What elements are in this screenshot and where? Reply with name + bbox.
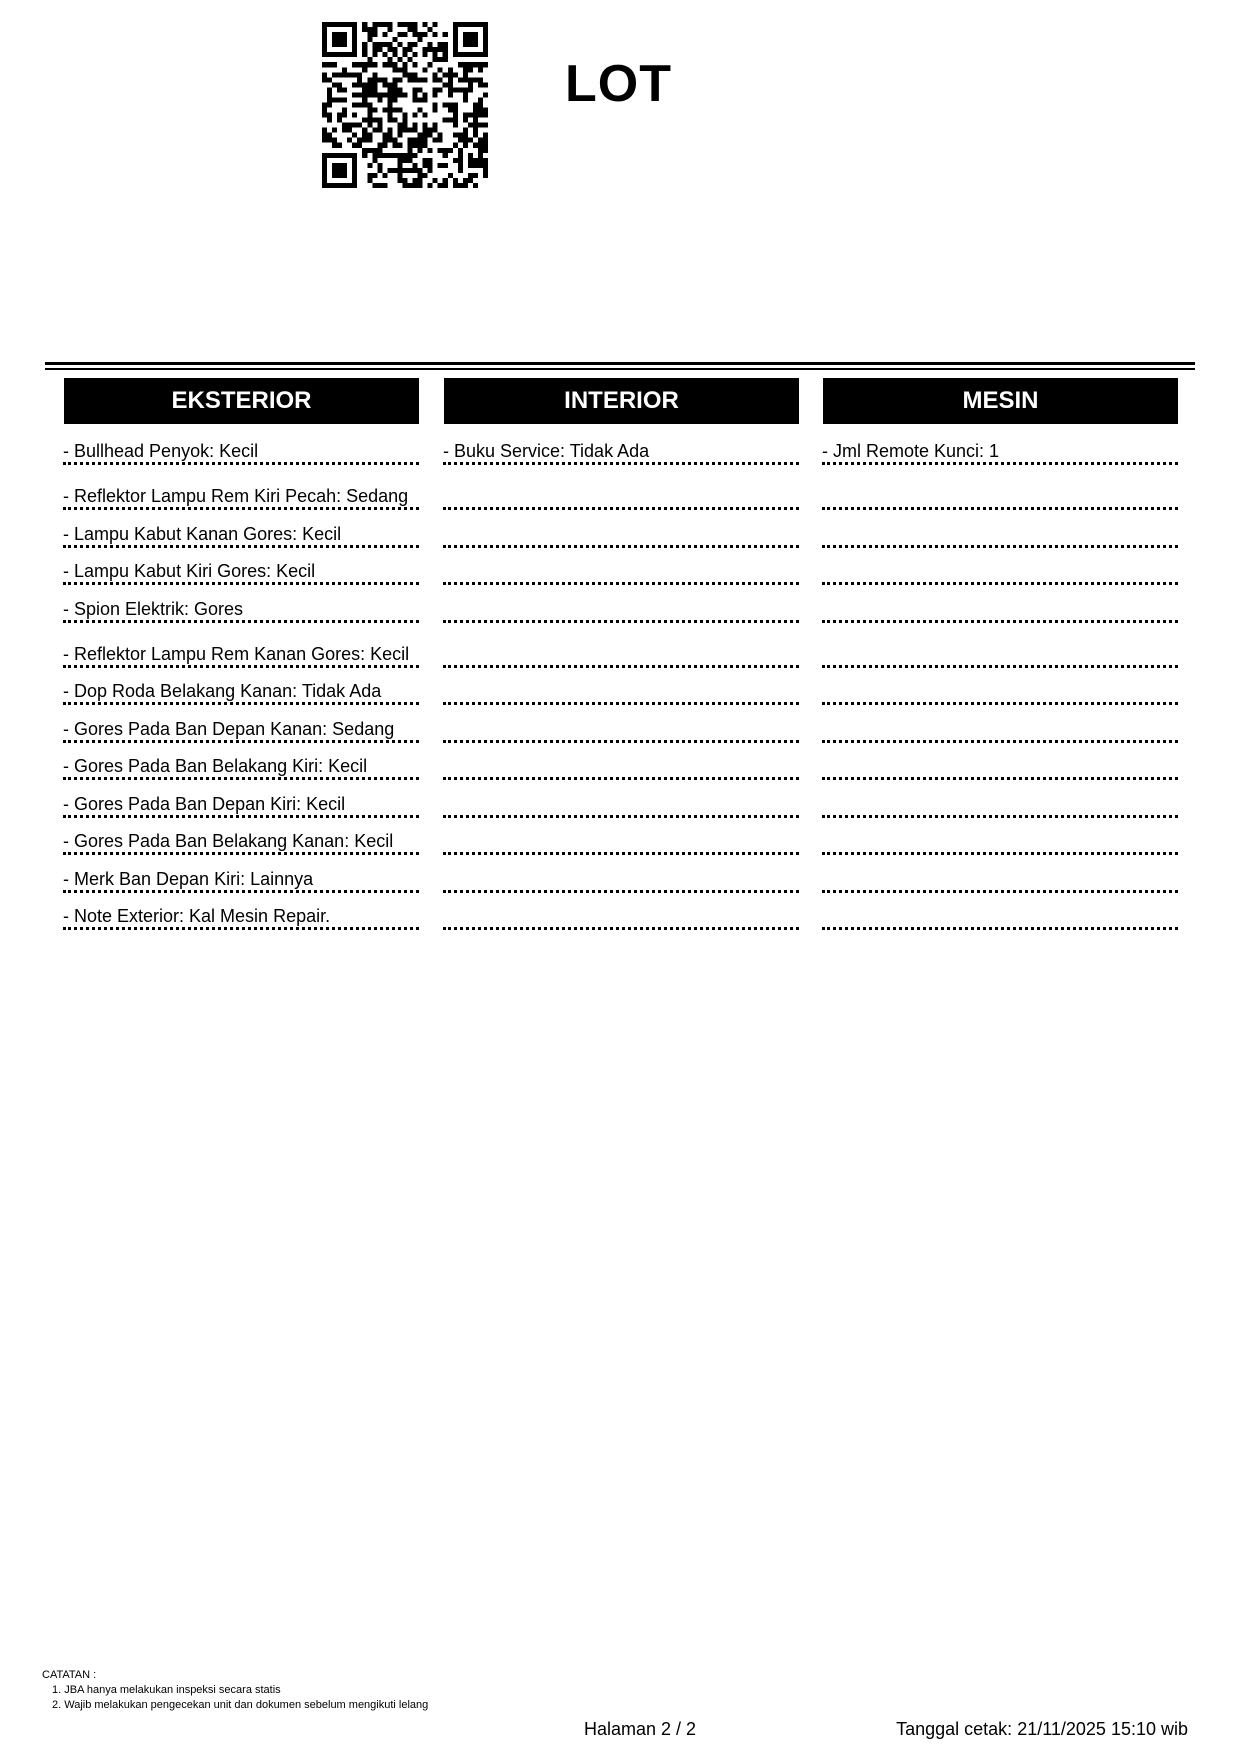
empty-row bbox=[822, 705, 1178, 743]
list-item: - Lampu Kabut Kiri Gores: Kecil bbox=[63, 548, 419, 586]
empty-row bbox=[443, 585, 799, 623]
list-item: - Reflektor Lampu Rem Kiri Pecah: Sedang bbox=[63, 465, 419, 510]
empty-row bbox=[822, 668, 1178, 706]
empty-row bbox=[822, 743, 1178, 781]
page-number: Halaman 2 / 2 bbox=[584, 1719, 697, 1739]
list-item: - Gores Pada Ban Belakang Kiri: Kecil bbox=[63, 743, 419, 781]
empty-row bbox=[443, 668, 799, 706]
list-item: - Bullhead Penyok: Kecil bbox=[63, 428, 419, 465]
list-item: - Dop Roda Belakang Kanan: Tidak Ada bbox=[63, 668, 419, 706]
empty-row bbox=[443, 465, 799, 510]
empty-row bbox=[443, 623, 799, 668]
column-heading: MESIN bbox=[823, 378, 1178, 424]
list-item: - Buku Service: Tidak Ada bbox=[443, 428, 799, 465]
empty-row bbox=[822, 780, 1178, 818]
empty-row bbox=[822, 548, 1178, 586]
header-rule-top bbox=[45, 362, 1195, 365]
note-item: 1. JBA hanya melakukan inspeksi secara statis bbox=[52, 1684, 281, 1696]
empty-row bbox=[443, 780, 799, 818]
list-item: - Note Exterior: Kal Mesin Repair. bbox=[63, 893, 419, 931]
empty-row bbox=[822, 855, 1178, 893]
empty-row bbox=[443, 818, 799, 856]
empty-row bbox=[443, 705, 799, 743]
column-mesin bbox=[822, 378, 1178, 930]
list-item: - Lampu Kabut Kanan Gores: Kecil bbox=[63, 510, 419, 548]
list-item: - Gores Pada Ban Depan Kanan: Sedang bbox=[63, 705, 419, 743]
notes bbox=[42, 1668, 428, 1713]
list-item: - Jml Remote Kunci: 1 bbox=[822, 428, 1178, 465]
list-item: - Gores Pada Ban Belakang Kanan: Kecil bbox=[63, 818, 419, 856]
list-item: - Gores Pada Ban Depan Kiri: Kecil bbox=[63, 780, 419, 818]
column-heading: INTERIOR bbox=[444, 378, 799, 424]
qr-code bbox=[322, 22, 488, 188]
notes-label: CATATAN : bbox=[42, 1669, 97, 1681]
header-rule-bottom bbox=[45, 368, 1195, 370]
empty-row bbox=[822, 510, 1178, 548]
note-item: 2. Wajib melakukan pengecekan unit dan dokumen sebelum mengikuti lelang bbox=[52, 1699, 429, 1711]
empty-row bbox=[443, 855, 799, 893]
column-eksterior bbox=[63, 378, 419, 930]
list-item: - Merk Ban Depan Kiri: Lainnya bbox=[63, 855, 419, 893]
column-interior bbox=[443, 378, 799, 930]
empty-row bbox=[443, 548, 799, 586]
list-item: - Reflektor Lampu Rem Kanan Gores: Kecil bbox=[63, 623, 419, 668]
column-heading: EKSTERIOR bbox=[64, 378, 419, 424]
print-date: Tanggal cetak: 21/11/2025 15:10 wib bbox=[896, 1719, 1188, 1739]
empty-row bbox=[822, 893, 1178, 931]
list-item: - Spion Elektrik: Gores bbox=[63, 585, 419, 623]
empty-row bbox=[822, 818, 1178, 856]
empty-row bbox=[822, 465, 1178, 510]
empty-row bbox=[443, 893, 799, 931]
empty-row bbox=[822, 623, 1178, 668]
empty-row bbox=[443, 510, 799, 548]
lot-title: LOT bbox=[565, 55, 672, 113]
empty-row bbox=[443, 743, 799, 781]
empty-row bbox=[822, 585, 1178, 623]
